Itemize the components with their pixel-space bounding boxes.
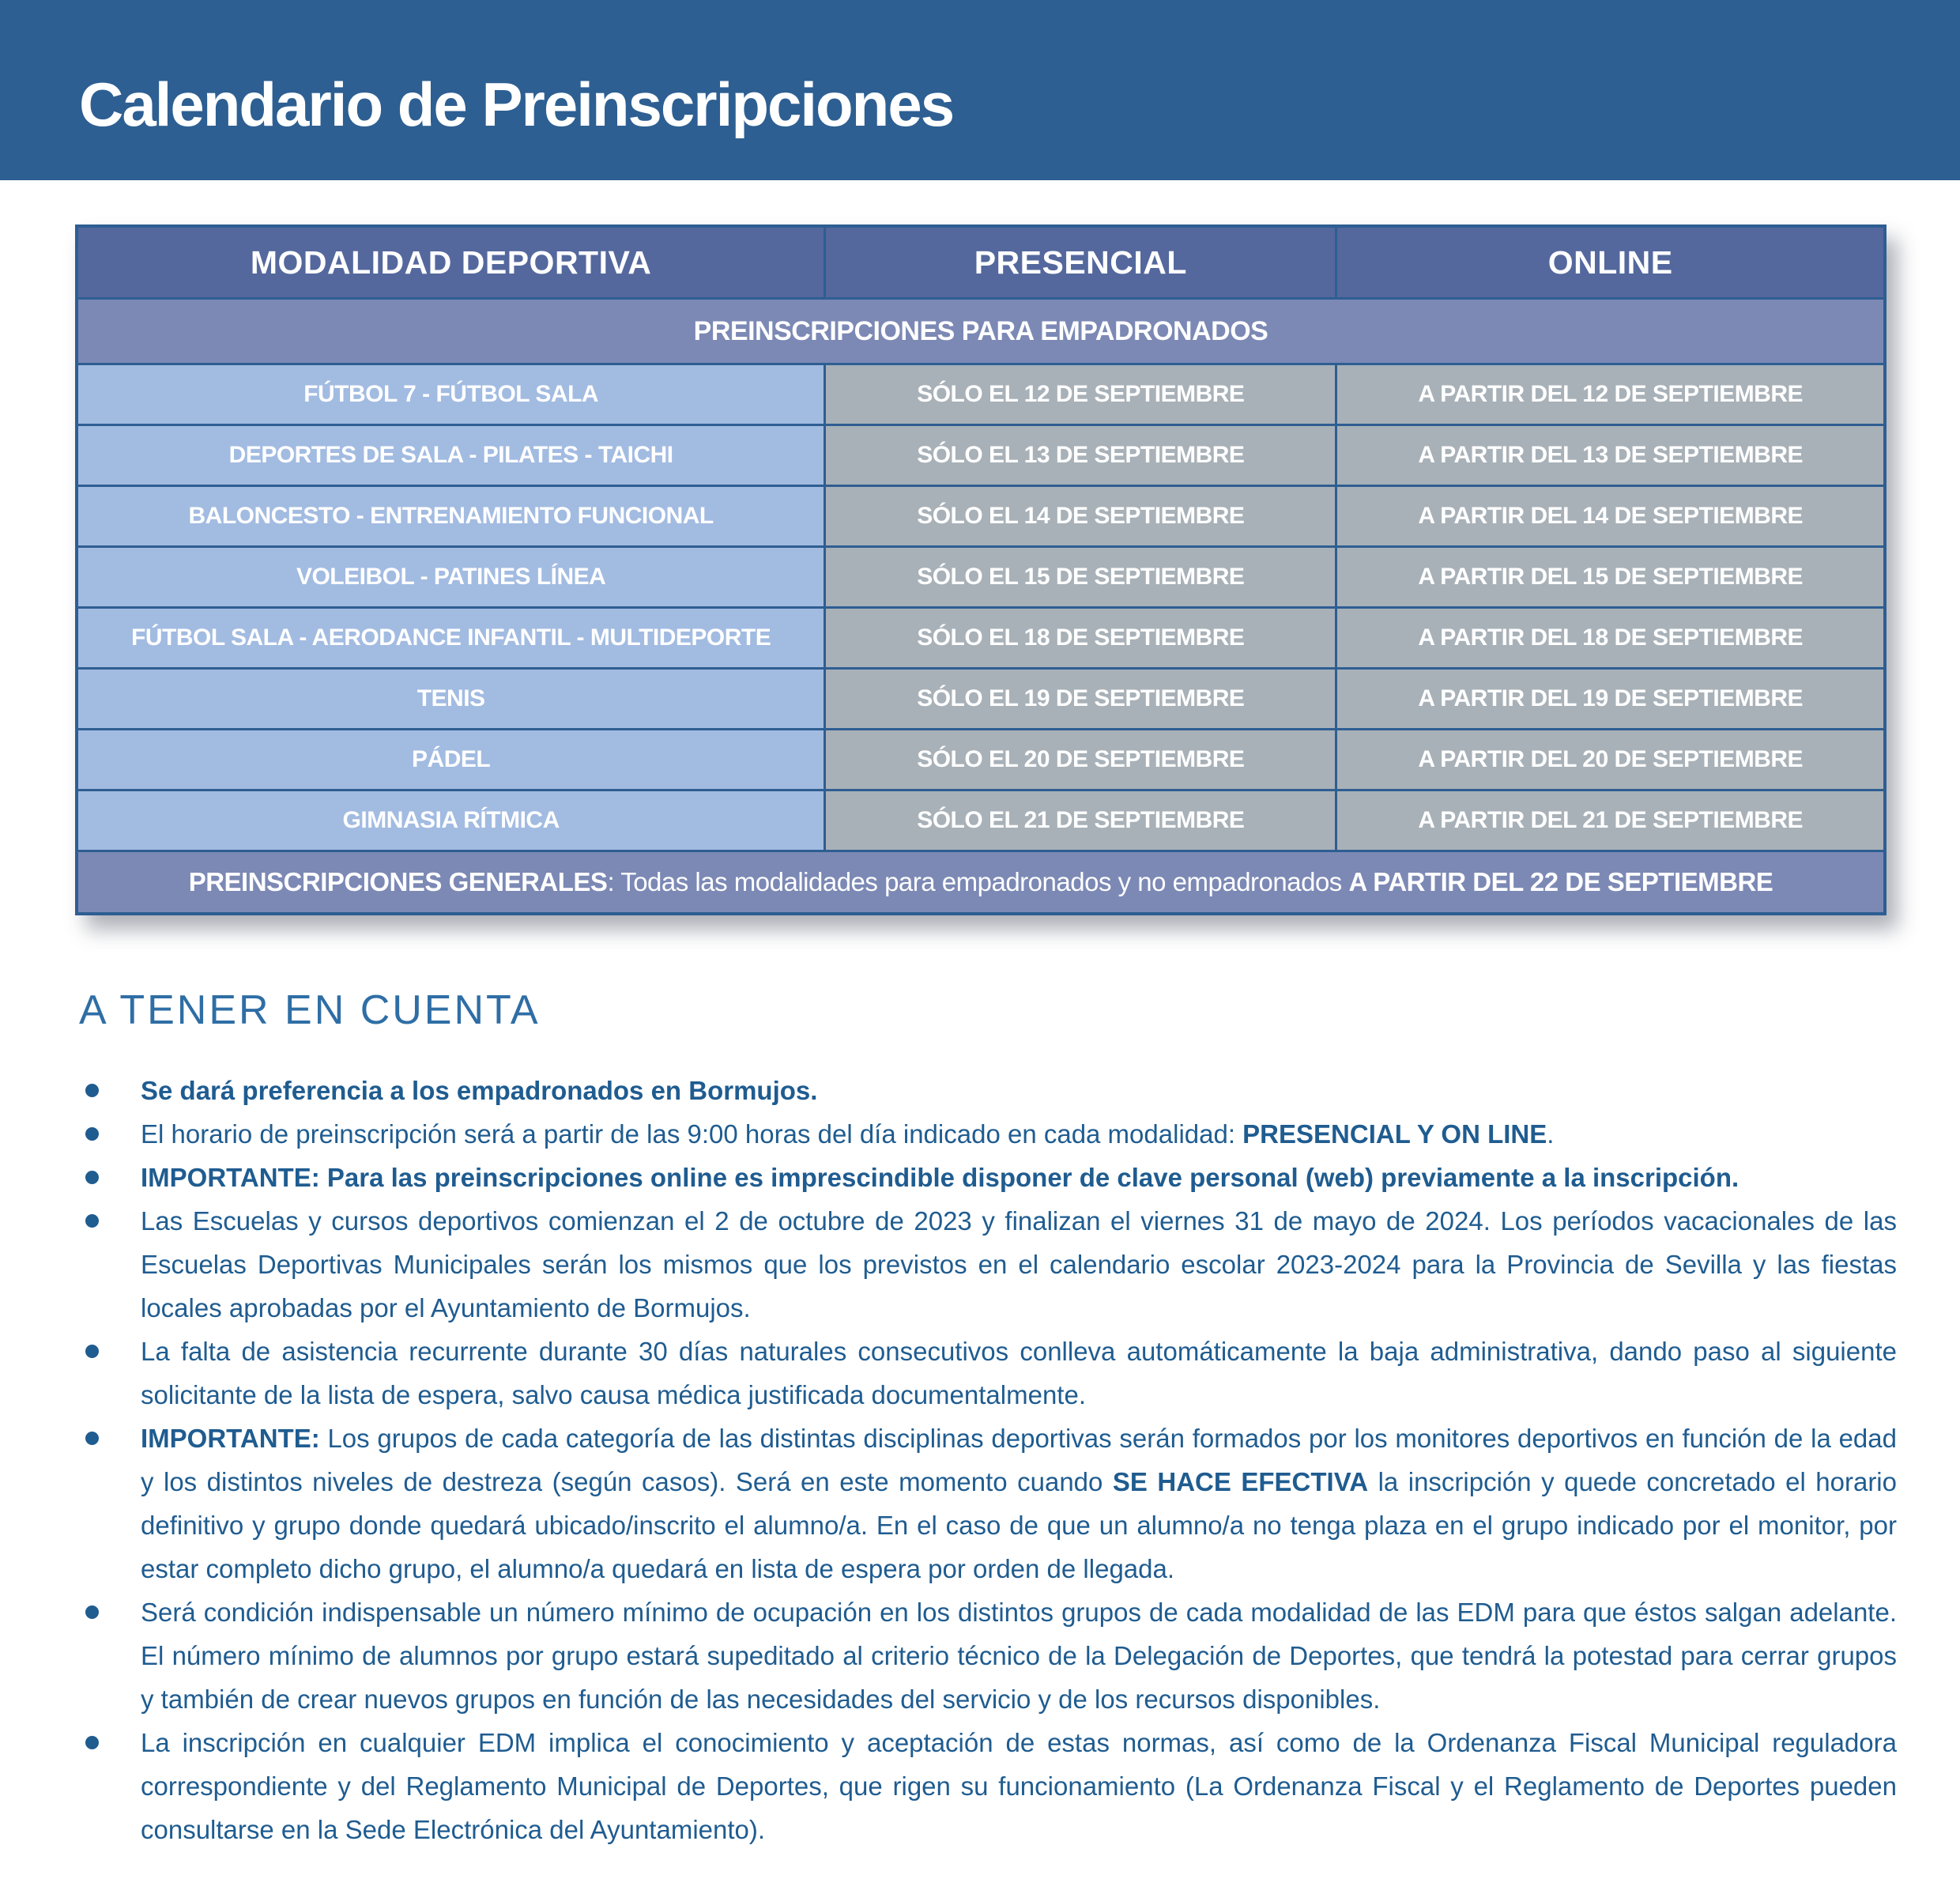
bullet-icon (85, 1345, 99, 1358)
note-text: . (1547, 1119, 1555, 1149)
note-text: La falta de asistencia recurrente durante 30 días naturales consecutivos conlleva automáticamente la baja administrativa, dando paso al siguiente solicitante de la lista de espera, salvo causa médica justificada documentalmente. (141, 1337, 1897, 1409)
header-band (0, 0, 1960, 180)
bullet-icon (85, 1214, 99, 1228)
note-text: Será condición indispensable un número mínimo de ocupación en los distintos grupos de cada modalidad de las EDM para que éstos salgan adelante. El número mínimo de alumnos por grupo estará supeditado al criterio técnico de la Delegación de Deportes, que tendrá la potestad para cerrar grupos y también de crear nuevos grupos en función de las necesidades del servicio y de los recursos disponibles. (141, 1598, 1897, 1714)
row-6-modalidad: TENIS (78, 670, 824, 728)
note-text: PRESENCIAL Y ON LINE (1242, 1119, 1547, 1149)
notes-section (79, 987, 1897, 1851)
bullet-icon (85, 1432, 99, 1445)
row-2-presencial: SÓLO EL 13 DE SEPTIEMBRE (826, 426, 1335, 485)
note-item (79, 1199, 1897, 1330)
column-header-online: ONLINE (1337, 228, 1883, 297)
row-4-presencial: SÓLO EL 15 DE SEPTIEMBRE (826, 548, 1335, 606)
row-8-modalidad: GIMNASIA RÍTMICA (78, 791, 824, 850)
footer-lead: PREINSCRIPCIONES GENERALES (188, 867, 608, 896)
bullet-icon (85, 1127, 99, 1141)
note-item (79, 1330, 1897, 1417)
note-item (79, 1069, 1897, 1112)
note-text: Los grupos de cada categoría de las distintas disciplinas deportivas serán formados por los monitores deportivos en función de la edad y los distintos niveles de destreza (según casos). Será en este momento cuando (141, 1424, 1897, 1496)
row-2-modalidad: DEPORTES DE SALA - PILATES - TAICHI (78, 426, 824, 485)
preinscription-schedule-table (75, 224, 1886, 915)
row-1-modalidad: FÚTBOL 7 - FÚTBOL SALA (78, 365, 824, 424)
footer-tail: A PARTIR DEL 22 DE SEPTIEMBRE (1348, 867, 1773, 896)
note-text: IMPORTANTE: (141, 1424, 328, 1453)
note-item (79, 1721, 1897, 1851)
note-text: la inscripción y quede concretado el horario definitivo y grupo donde quedará ubicado/inscrito el alumno/a. En el caso de que un alumno/a no tenga plaza en el grupo indicado por el monitor, por estar completo dicho grupo, el alumno/a quedará en lista de espera por orden de llegada. (141, 1467, 1897, 1583)
note-item (79, 1590, 1897, 1721)
row-7-modalidad: PÁDEL (78, 730, 824, 789)
row-7-online: A PARTIR DEL 20 DE SEPTIEMBRE (1337, 730, 1883, 789)
note-item (79, 1112, 1897, 1156)
general-preinscriptions-row (78, 852, 1883, 912)
note-text: La inscripción en cualquier EDM implica el conocimiento y aceptación de estas normas, así como de la Ordenanza Fiscal Municipal reguladora correspondiente y del Reglamento Municipal de Deportes, que rigen su funcionamiento (La Ordenanza Fiscal y el Reglamento de Deportes pueden consultarse en la Sede Electrónica del Ayuntamiento). (141, 1728, 1897, 1844)
bullet-icon (85, 1171, 99, 1184)
row-8-online: A PARTIR DEL 21 DE SEPTIEMBRE (1337, 791, 1883, 850)
row-6-presencial: SÓLO EL 19 DE SEPTIEMBRE (826, 670, 1335, 728)
column-header-presencial: PRESENCIAL (826, 228, 1335, 297)
row-3-online: A PARTIR DEL 14 DE SEPTIEMBRE (1337, 487, 1883, 545)
row-4-modalidad: VOLEIBOL - PATINES LÍNEA (78, 548, 824, 606)
notes-list (79, 1069, 1897, 1851)
note-text: Se dará preferencia a los empadronados en Bormujos. (141, 1076, 818, 1105)
page-title: Calendario de Preinscripciones (79, 69, 954, 139)
notes-heading: A TENER EN CUENTA (79, 987, 541, 1033)
note-item (79, 1417, 1897, 1590)
row-1-online: A PARTIR DEL 12 DE SEPTIEMBRE (1337, 365, 1883, 424)
row-5-presencial: SÓLO EL 18 DE SEPTIEMBRE (826, 609, 1335, 667)
bullet-icon (85, 1084, 99, 1097)
row-6-online: A PARTIR DEL 19 DE SEPTIEMBRE (1337, 670, 1883, 728)
row-3-presencial: SÓLO EL 14 DE SEPTIEMBRE (826, 487, 1335, 545)
bullet-icon (85, 1736, 99, 1749)
note-text: El horario de preinscripción será a partir de las 9:00 horas del día indicado en cada modalidad: (141, 1119, 1243, 1149)
note-text: Las Escuelas y cursos deportivos comienzan el 2 de octubre de 2023 y finalizan el viernes 31 de mayo de 2024. Los períodos vacacionales de las Escuelas Deportivas Municipales serán los mismos que los previstos en el calendario escolar 2023-2024 para la Provincia de Sevilla y las fiestas locales aprobadas por el Ayuntamiento de Bormujos. (141, 1206, 1897, 1322)
footer-middle: : Todas las modalidades para empadronados y no empadronados (607, 867, 1349, 896)
column-header-modalidad: MODALIDAD DEPORTIVA (78, 228, 824, 297)
row-5-online: A PARTIR DEL 18 DE SEPTIEMBRE (1337, 609, 1883, 667)
note-text: SE HACE EFECTIVA (1112, 1467, 1369, 1496)
note-item (79, 1156, 1897, 1199)
row-5-modalidad: FÚTBOL SALA - AERODANCE INFANTIL - MULTIDEPORTE (78, 609, 824, 667)
row-4-online: A PARTIR DEL 15 DE SEPTIEMBRE (1337, 548, 1883, 606)
empadronados-banner: PREINSCRIPCIONES PARA EMPADRONADOS (78, 300, 1883, 363)
row-1-presencial: SÓLO EL 12 DE SEPTIEMBRE (826, 365, 1335, 424)
row-7-presencial: SÓLO EL 20 DE SEPTIEMBRE (826, 730, 1335, 789)
row-8-presencial: SÓLO EL 21 DE SEPTIEMBRE (826, 791, 1335, 850)
row-3-modalidad: BALONCESTO - ENTRENAMIENTO FUNCIONAL (78, 487, 824, 545)
row-2-online: A PARTIR DEL 13 DE SEPTIEMBRE (1337, 426, 1883, 485)
note-text: IMPORTANTE: Para las preinscripciones online es imprescindible disponer de clave personal (web) previamente a la inscripción. (141, 1163, 1740, 1192)
bullet-icon (85, 1605, 99, 1619)
